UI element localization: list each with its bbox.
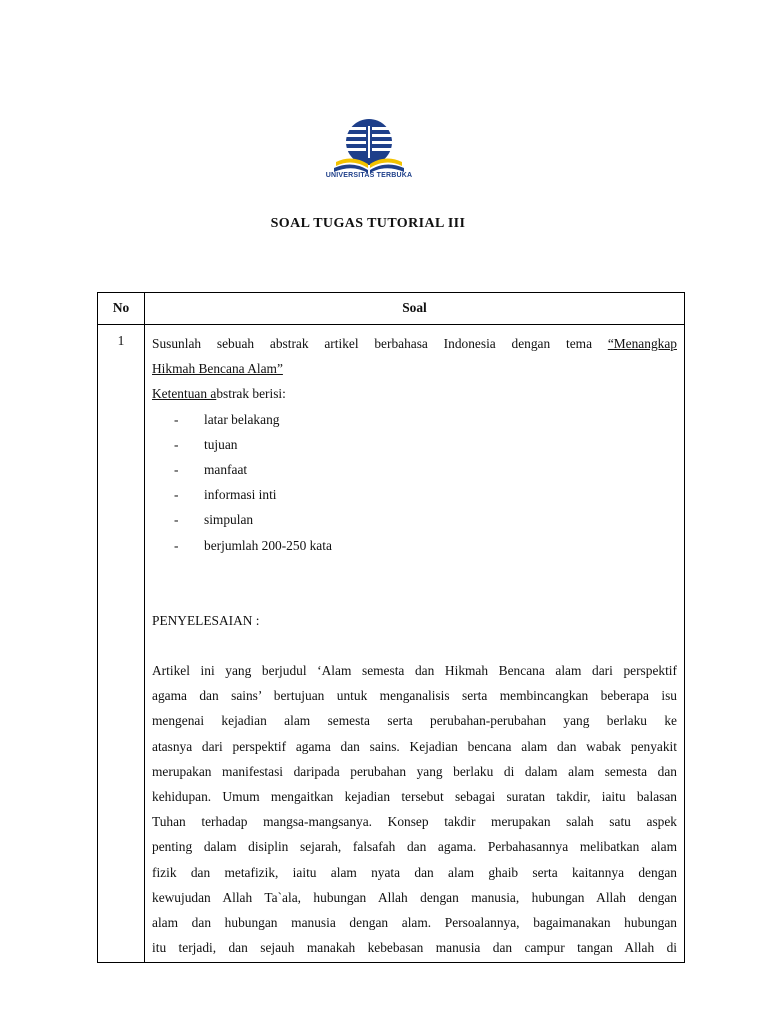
table-row [98, 325, 685, 963]
logo-text: UNIVERSITAS TERBUKA [325, 172, 413, 179]
answer-line: agama dan sains’ bertujuan untuk menganalisis serta membincangkan beberapa isu [152, 688, 677, 704]
list-item: - latar belakang [174, 411, 280, 427]
answer-line: merupakan manifestasi daripada perubahan yang berlaku di dalam alam semesta dan [152, 763, 677, 779]
question-cell [145, 325, 685, 963]
column-header-no: No [98, 293, 145, 325]
page-title: SOAL TUGAS TUTORIAL III [270, 216, 466, 231]
answer-line: alam dan hubungan manusia dengan alam. Persoalannya, bagaimanakan hubungan [152, 915, 677, 931]
answer-line: fizik dan metafizik, iaitu alam nyata dan alam ghaib serta kaitannya dengan [152, 864, 677, 880]
list-item: - berjumlah 200-250 kata [174, 537, 332, 553]
answer-line: mengenai kejadian alam semesta serta perubahan-perubahan yang berlaku ke [152, 713, 677, 729]
column-header-soal: Soal [145, 293, 685, 325]
answer-line: atasnya dari perspektif agama dan sains. Kejadian bencana alam dan wabak penyakit [152, 738, 677, 754]
answer-line: kehidupan. Umum mengaitkan kejadian tersebut sebagai suratan takdir, iaitu balasan [152, 789, 677, 805]
answer-line: kewujudan Allah Ta`ala, hubungan Allah dengan manusia, hubungan Allah dengan [152, 889, 677, 905]
answer-paragraph [152, 658, 677, 960]
list-item: - manfaat [174, 462, 248, 478]
answer-line: Artikel ini yang berjudul ‘Alam semesta dan Hikmah Bencana alam dari perspektif [152, 663, 677, 679]
criteria-list [152, 407, 677, 558]
list-item: - simpulan [174, 512, 254, 528]
assignment-table [97, 292, 685, 963]
list-item: - tujuan [174, 436, 238, 452]
list-item: - informasi inti [174, 487, 277, 503]
question-line-2: Hikmah Bencana Alam” [152, 361, 283, 377]
question-line-1: Susunlah sebuah abstrak artikel berbahasa Indonesia dengan tema “Menangkap [152, 336, 677, 351]
table-header-row [98, 293, 685, 325]
criteria-label: Ketentuan abstrak berisi: [152, 386, 286, 402]
answer-heading: PENYELESAIAN : [152, 612, 260, 628]
row-number: 1 [98, 325, 145, 963]
answer-line: itu terjadi, dan sejauh manakah kebebasan manusia dan campur tangan Allah di [152, 940, 677, 956]
answer-line: Tuhan terhadap mangsa-mangsanya. Konsep takdir merupakan salah satu aspek [152, 814, 677, 830]
answer-line: penting dalam disiplin sejarah, falsafah dan agama. Perbahasannya melibatkan alam [152, 839, 677, 855]
